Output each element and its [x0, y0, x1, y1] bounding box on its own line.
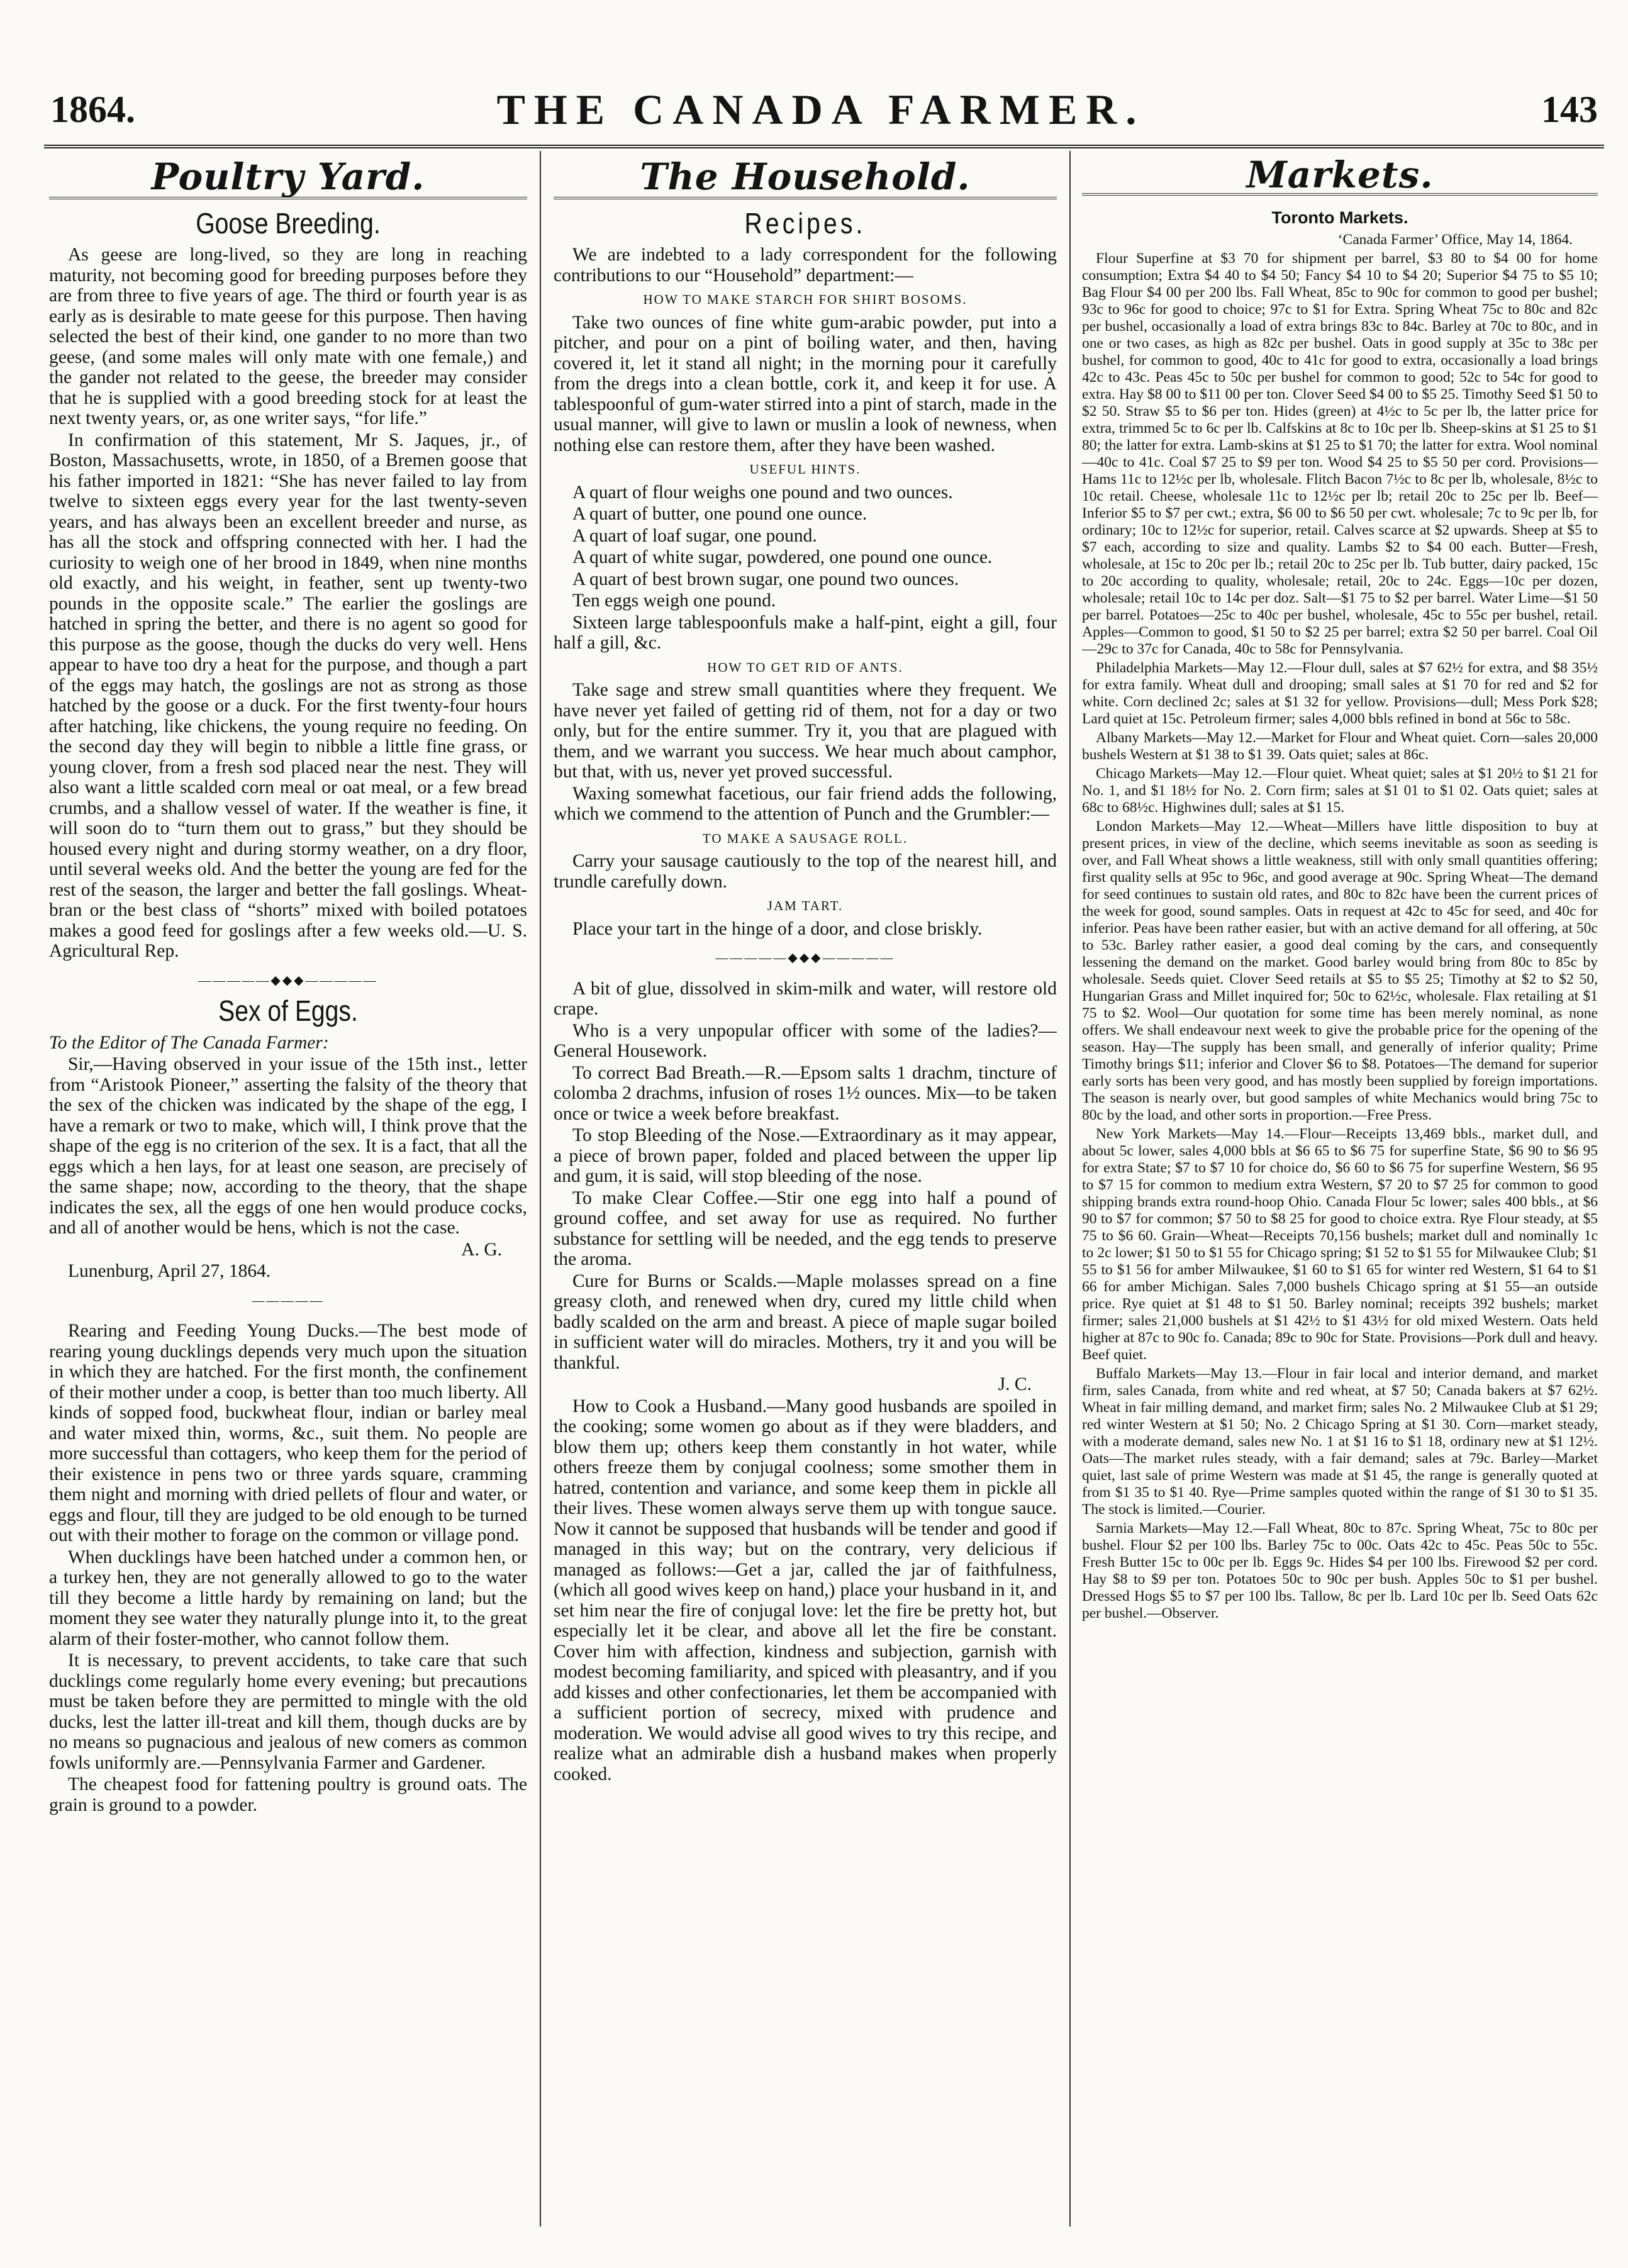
- ornament-divider: —————◆◆◆—————: [715, 951, 895, 965]
- article-title: Toronto Markets.: [1271, 208, 1408, 227]
- dateline: ‘Canada Farmer’ Office, May 14, 1864.: [1337, 231, 1573, 248]
- paragraph: In confirmation of this statement, Mr S. Jaques, jr., of Boston, Massachusetts, wrote, in 1850, of a Bremen goose that his father imported in 1821: “She has never failed to lay from twelve to sixteen eggs every year for the last twenty-seven years, and has always been an excellent breeder and nurse, as has all the stock and offspring connected with her. I had the curiosity to weigh one of her brood in 1849, when nine months old exactly, and his weight, in feather, sent up twenty-two pounds in the opposite scale.” The earlier the goslings are hatched in spring the better, and there is no agent so good for this purpose as the goose, though the ducks do very well. Hens appear to have too dry a heat for the purpose, and though a part of the eggs may hatch, the goslings are not as strong as those hatched by the goose or a duck. For the first twenty-four hours after hatching, like chickens, the young require no feeding. On the second day they will begin to nibble a little fine grass, or young clover, from a fresh sod placed near the nest. They will also want a little scalded corn meal or oat meal, or a few bread crumbs, and a shallow vessel of water. If the weather is fine, it will soon do to “turn them out to grass,” but they should be housed every night and during stormy weather, on a dry floor, until several weeks old. And the better the young are fed for the rest of the season, the larger and better the fall goslings. Wheat-bran or the best class of “shorts” mixed with boiled potatoes makes a good feed for goslings after a few weeks old.—U. S. Agricultural Rep.: [49, 430, 527, 961]
- article-title: Goose Breeding.: [196, 206, 381, 240]
- paragraph: How to Cook a Husband.—Many good husbands are spoiled in the cooking; some women go about as if they were bladders, and blow them up; others keep them constantly in hot water, while others freeze them by conjugal coolness; some smother them in hatred, contention and variance, and some keep them in pickle all their lives. These women always serve them up with tongue sauce. Now it cannot be supposed that husbands will be tender and good if managed in this way; but on the contrary, very delicious if managed as follows:—Get a jar, called the jar of faithfulness, (which all good wives keep on hand,) place your husband in it, and set him near the fire of conjugal love: let the fire be pretty hot, but especially let it be clear, and above all let the fire be constant. Cover him with affection, kindness and subjection, garnish with modest becoming familiarity, and spiced with pleasantry, and if you add kisses and other confectionaries, let them be accompanied with a sufficient portion of secrecy, mixed with prudence and moderation. We would advise all good wives to try this recipe, and realize what an admirable dish a husband makes when properly cooked.: [554, 1396, 1057, 1784]
- market-report: New York Markets—May 14.—Flour—Receipts 13,469 bbls., market dull, and about 5c lower, sales 4,000 bbls at $6 65 to $6 75 for superfine State, $6 90 to $6 95 for extra State; $7 to $7 10 for choice do, $6 60 to $6 75 for superfine Western, $6 95 to $7 15 for common to medium extra Western, $7 20 to $7 25 for common to good shipping brands extra round-hoop Ohio. Canada Flour 5c lower; sales 400 bbls., at $6 90 to $7 for common; $7 50 to $8 25 for good to choice extra. Rye Flour steady, at $5 75 to $6 60. Grain—Wheat—Receipts 70,156 bushels; market dull and nominally 1c to 2c lower; $1 50 to $1 55 for Chicago spring; $1 52 to $1 55 for Milwaukee Club; $1 55 to $1 56 for amber Milwaukee, $1 60 to $1 65 for winter red Western, $1 64 to $1 66 for amber Michigan. Sales 7,000 bushels Chicago spring at $1 55—an outside price. Rye quiet at $1 48 to $1 50. Barley nominal; receipts 392 bushels; market firmer; sales 21,000 bushels at $1 42½ to $1 43½ for old mixed Western. Oats held higher at 87c to 90c fo. Canada; 89c to 90c for State. Provisions—Pork dull and heavy. Beef quiet.: [1082, 1126, 1598, 1363]
- page-header: [38, 85, 1604, 142]
- signature: A. G.: [461, 1239, 502, 1260]
- header-rule: [44, 145, 1604, 148]
- paragraph: To make Clear Coffee.—Stir one egg into half a pound of ground coffee, and set away for use as required. No further substance for settling will be needed, and the egg tends to preserve the aroma.: [554, 1187, 1057, 1269]
- column-household: [554, 151, 1057, 2252]
- column-poultry-yard: [49, 151, 527, 2252]
- list-item: A quart of loaf sugar, one pound.: [572, 525, 817, 546]
- market-report: Buffalo Markets—May 13.—Flour in fair local and interior demand, and market firm, sales Canada, from white and red wheat, at $7 50; Canada bakers at $7 62½. Wheat in fair milling demand, and market firm; sales No. 2 Milwaukee Club at $1 29; red winter Western at $1 50; No. 2 Chicago Spring at $1 30. Corn—market steady, with a moderate demand, sales new No. 1 at $1 16 to $1 18, ordinary new at $1 12½. Oats—The market rules steady, with a fair demand; sales at 79c. Barley—Market quiet, last sale of prime Western was made at $1 45, the range is generally quoted at from $1 35 to $1 40. Rye—Prime samples quoted within the range of $1 30 to $1 35. The stock is limited.—Courier.: [1082, 1365, 1598, 1518]
- subheading: JAM TART.: [767, 898, 844, 913]
- paragraph: It is necessary, to prevent accidents, to take care that such ducklings come regularly home every evening; but precautions must be taken before they are permitted to mingle with the old ducks, lest the latter ill-treat and kill them, though ducks are by no means so pugnacious and jealous of new comers as common fowls uniformly are.—Pennsylvania Farmer and Gardener.: [49, 1650, 527, 1773]
- paragraph: When ducklings have been hatched under a common hen, or a turkey hen, they are not generally allowed to go to the water till they become a little hardy by remaining on land; but the moment they see water they naturally plunge into it, to the great alarm of their foster-mother, who cannot follow them.: [49, 1547, 527, 1649]
- letter-salutation: To the Editor of The Canada Farmer:: [49, 1032, 329, 1053]
- list-item: Ten eggs weigh one pound.: [572, 591, 776, 611]
- paragraph: Carry your sausage cautiously to the top of the nearest hill, and trundle carefully down.: [554, 851, 1057, 892]
- page-number: 143: [1541, 89, 1598, 130]
- market-report: London Markets—May 12.—Wheat—Millers have little disposition to buy at present prices, in view of the decline, which seems inevitable as soon as seeding is over, and Fall Wheat shows a little weakness, still with only small quantities offering; first quality sells at 95c to 96c, and good average at 90c. Spring Wheat—The demand for seed continues to sustain old rates, and 80c to 82c have been the current prices of the week for good, sound samples. Oats in request at 42c to 45c for seed, and 40c for inferior. Peas have been rather easier, but with an active demand for all offering, at 50c to 53c. Barley rather easier, a good deal coming by the cars, and consequently lessening the demand on the market. Good barley would bring from 80c to 85c by wholesale. Seeds quiet. Clover Seed retails at $5 to $5 25; Timothy at $2 to $2 50, Hungarian Grass and Millet inquired for; 50c to 62½c, wholesale. Flax retailing at $1 75 to $2. Wool—Our quotation for some time has been merely nominal, as none offers. We shall endeavour next week to give the probable price for the opening of the season. Hay—The supply has been small, and generally of inferior quality; Prime Timothy brings $11; inferior and Clover $6 to $8. Potatoes—The demand for superior early sorts has been very good, and has mostly been supplied by foreign importations. The season is nearly over, but good samples of white Mechanics would bring 75c to 80c by the load, and other sorts in proportion.—Free Press.: [1082, 818, 1598, 1123]
- market-report: Albany Markets—May 12.—Market for Flour and Wheat quiet. Corn—sales 20,000 bushels Western at $1 38 to $1 39. Oats quiet; sales at 86c.: [1082, 730, 1598, 763]
- list-item: A quart of butter, one pound one ounce.: [572, 504, 867, 524]
- paragraph: A bit of glue, dissolved in skim-milk and water, will restore old crape.: [554, 978, 1057, 1019]
- paragraph: Who is a very unpopular officer with some of the ladies?—General Housework.: [554, 1020, 1057, 1061]
- signature: J. C.: [998, 1374, 1032, 1394]
- department-heading: Poultry Yard.: [151, 155, 425, 198]
- paragraph: To correct Bad Breath.—R.—Epsom salts 1 drachm, tincture of colomba 2 drachms, infusion of roses 1½ ounces. Mix—to be taken once or twice a week before breakfast.: [554, 1062, 1057, 1124]
- dateline: Lunenburg, April 27, 1864.: [68, 1261, 271, 1281]
- department-heading: The Household.: [640, 155, 971, 198]
- market-report: Philadelphia Markets—May 12.—Flour dull, sales at $7 62½ for extra, and $8 35½ for extra family. Wheat dull and drooping; small sales at $1 70 for red and $2 for white. Corn declined 2c; sales at $1 32 for yellow. Provisions—dull; Mess Pork $28; Lard quiet at 15c. Petroleum firmer; sales 4,000 bbls refined in bond at 56c to 58c.: [1082, 660, 1598, 727]
- list-item: A quart of white sugar, powdered, one pound one ounce.: [572, 547, 993, 567]
- subheading: HOW TO MAKE STARCH FOR SHIRT BOSOMS.: [643, 292, 967, 307]
- list-item: A quart of best brown sugar, one pound two ounces.: [572, 569, 959, 589]
- issue-year: 1864.: [50, 89, 135, 130]
- paragraph: To stop Bleeding of the Nose.—Extraordinary as it may appear, a piece of brown paper, folded and placed between the upper lip and gum, it is said, will stop bleeding of the nose.: [554, 1125, 1057, 1186]
- paragraph: Cure for Burns or Scalds.—Maple molasses spread on a fine greasy cloth, and renewed when dry, cured my little child when badly scalded on the arm and breast. A piece of maple sugar boiled in sufficient water will do miracles. Mothers, try it and you will be thankful.: [554, 1270, 1057, 1373]
- newspaper-title: THE CANADA FARMER.: [496, 86, 1146, 133]
- article-title: Recipes.: [744, 206, 866, 240]
- paragraph: Rearing and Feeding Young Ducks.—The best mode of rearing young ducklings depends very much upon the situation in which they are hatched. For the first month, the confinement of their mother under a coop, is better than too much liberty. All kinds of sopped food, buckwheat flour, indian or barley meal and water mixed thin, worms, &c., suit them. No people are more successful than cottagers, who keep them for the period of their existence in pens two or three yards square, cramming them night and morning with dried pellets of flour and water, or eggs and flour, till they are judged to be old enough to be turned out with their mother to forage on the common or village pond.: [49, 1321, 527, 1545]
- paragraph: Take two ounces of fine white gum-arabic powder, put into a pitcher, and pour on a pint of boiling water, and then, having covered it, let it stand all night; in the morning pour it carefully from the dregs into a clean bottle, cork it, and keep it for use. A tablespoonful of gum-water stirred into a pint of starch, made in the usual manner, will give to lawn or muslin a look of newness, when nothing else can restore them, after they have been washed.: [554, 312, 1057, 455]
- paragraph: Sir,—Having observed in your issue of the 15th inst., letter from “Aristook Pioneer,” asserting the falsity of the theory that the sex of the chicken was indicated by the shape of the egg, I have a remark or two to make, which will, I think prove that the shape of the egg is no criterion of the sex. It is a fact, that all the eggs which a hen lays, for at least one season, are precisely of the same shape; now, according to the theory, that the shape indicates the sex, all the eggs of one hen would produce cocks, and all of another would be hens, which is not the case.: [49, 1054, 527, 1238]
- paragraph: The cheapest food for fattening poultry is ground oats. The grain is ground to a powder.: [49, 1774, 527, 1815]
- department-heading: Markets.: [1246, 153, 1434, 196]
- paragraph: Take sage and strew small quantities where they frequent. We have never yet failed of getting rid of them, not for a day or two only, but for the entire summer. Try it, you that are plagued with them, and we warrant you success. We hear much about camphor, but that, with us, never yet proved successful.: [554, 680, 1057, 782]
- list-item: A quart of flour weighs one pound and two ounces.: [572, 482, 953, 503]
- paragraph: As geese are long-lived, so they are long in reaching maturity, not becoming good for breeding purposes before they are from three to five years of age. The third or fourth year is as early as is desirable to mate geese for this purpose. Then having selected the best of their kind, one gander to no more than two geese, (and some males will only mate with one female,) and the gander not related to the geese, the breeder may consider that he is supplied with a good breeding stock for at least the next twenty years, or, as one writer says, “for life.”: [49, 245, 527, 428]
- column-divider: [540, 151, 541, 2226]
- subheading: USEFUL HINTS.: [749, 462, 861, 477]
- paragraph: Place your tart in the hinge of a door, and close briskly.: [572, 918, 983, 939]
- market-report: Chicago Markets—May 12.—Flour quiet. Wheat quiet; sales at $1 20½ to $1 21 for No. 1, and $1 18½ for No. 2. Corn firm; sales at $1 01 to $1 02. Oats quiet; sales at 68c to 68½c. Highwines dull; sales at $1 15.: [1082, 765, 1598, 816]
- subheading: HOW TO GET RID OF ANTS.: [707, 659, 903, 675]
- market-report: Sarnia Markets—May 12.—Fall Wheat, 80c to 87c. Spring Wheat, 75c to 80c per bushel. Flour $2 per 100 lbs. Barley 75c to 00c. Oats 42c to 45c. Peas 50c to 55c. Fresh Butter 15c to 00c per lb. Eggs 9c. Hides $4 per 100 lbs. Firewood $2 per cord. Hay $8 to $9 per ton. Potatoes 50c to 90c per bush. Apples 50c to $1 per bushel. Dressed Hogs $5 to $7 per 100 lbs. Tallow, 8c per lb. Lard 10c per lb. Seed Oats 62c per bushel.—Observer.: [1082, 1520, 1598, 1621]
- ornament-divider: —————◆◆◆—————: [198, 973, 378, 987]
- market-report: Flour Superfine at $3 70 for shipment per barrel, $3 80 to $4 00 for home consumption; Extra $4 40 to $4 50; Fancy $4 10 to $4 20; Superior $4 75 to $5 10; Bag Flour $4 00 per 200 lbs. Fall Wheat, 85c to 90c for common to good per bushel; 93c to 96c for good to choice; 97c to $1 for Extra. Spring Wheat 75c to 80c and 82c per bushel, occasionally a load of extra brings 83c to 84c. Barley at 70c to 80c, and in one or two cases, as high as 82c per bushel. Oats in good supply at 35c to 38c per bushel, for common to good, 40c to 41c for good to extra, occasionally a load brings 42c to 43c. Peas 45c to 50c per bushel for common to good; 52c to 54c for good to extra. Hay $8 00 to $11 00 per ton. Clover Seed $4 00 to $5 25. Timothy Seed $1 50 to $2 50. Straw $5 to $6 per ton. Hides (green) at 4½c to 5c per lb, the latter price for extra, trimmed 5c to 6c per lb. Calfskins at 8c to 10c per lb. Sheep-skins at $1 25 to $1 80; the latter for extra. Lamb-skins at $1 25 to $1 70; the latter for extra. Wool nominal—40c to 41c. Coal $7 25 to $9 per ton. Wood $4 25 to $5 50 per cord. Provisions—Hams 11c to 12½c per lb, wholesale. Flitch Bacon 7½c to 8c per lb, wholesale, 8½c to 10c retail. Cheese, wholesale 11c to 12½c per lb; retail 20c to 25c per lb. Beef—Inferior $5 to $7 per cwt.; extra, $6 00 to $6 50 per cwt. wholesale; 7c to 9c per lb, for ordinary; 10c to 12½c for superior, retail. Calves scarce at $2 upwards. Sheep at $5 to $7 each, according to size and quality. Lambs $2 to $4 00 each. Butter—Fresh, wholesale, at 15c to 20c per lb.; retail 20c to 25c per lb. Tub butter, dairy packed, 15c to 20c according to quality, wholesale; retail, 20c to 24c. Eggs—10c per dozen, wholesale; retail 10c to 14c per doz. Salt—$1 75 to $2 per barrel. Water Lime—$1 50 per barrel. Potatoes—25c to 40c per bushel, wholesale, 45c to 55c per bushel, retail. Apples—Common to good, $1 50 to $2 25 per barrel; extra $2 50 per barrel. Coal Oil—29c to 37c for Canada, 40c to 58c for Pennsylvania.: [1082, 250, 1598, 657]
- list-item: Sixteen large tablespoonfuls make a half-pint, eight a gill, four half a gill, &c.: [554, 612, 1057, 653]
- subheading: TO MAKE A SAUSAGE ROLL.: [702, 830, 908, 846]
- paragraph: Waxing somewhat facetious, our fair friend adds the following, which we commend to the attention of Punch and the Grumbler:—: [554, 783, 1057, 824]
- ornament-divider: —————: [252, 1293, 325, 1308]
- paragraph: We are indebted to a lady correspondent for the following contributions to our “Household” department:—: [554, 245, 1057, 286]
- column-markets: [1082, 151, 1598, 2252]
- column-divider: [1069, 151, 1071, 2226]
- article-title: Sex of Eggs.: [218, 994, 358, 1027]
